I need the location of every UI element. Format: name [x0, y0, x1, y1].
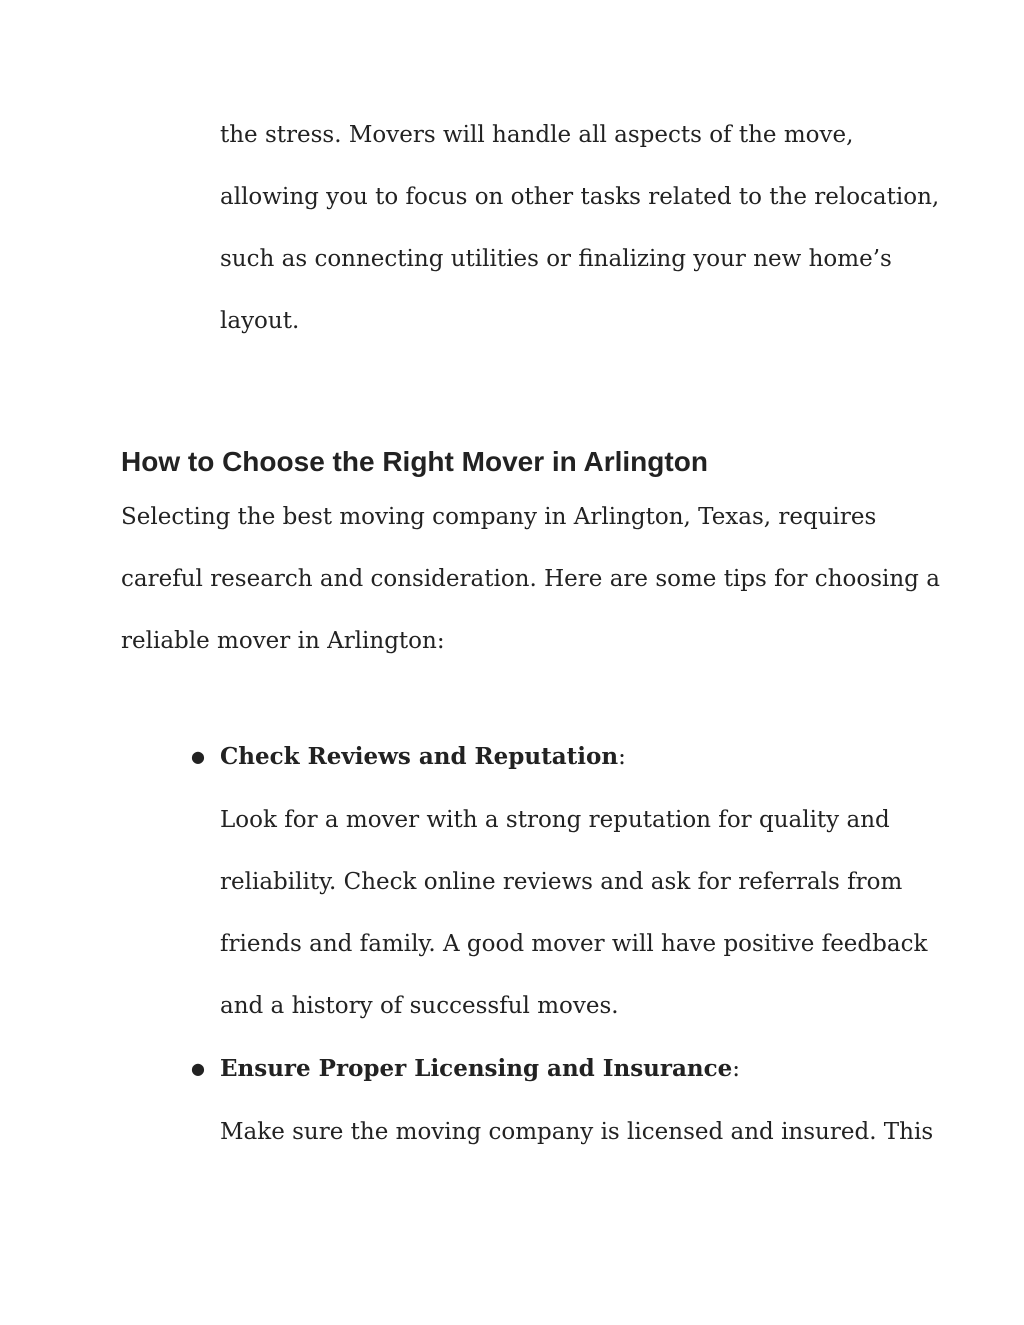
list-item-body-line: reliability. Check online reviews and ask for referrals from	[220, 869, 903, 895]
list-item-title-suffix: :	[732, 1056, 741, 1082]
list-item-body-line: Look for a mover with a strong reputation for quality and	[220, 807, 890, 833]
list-item-title-text: Check Reviews and Reputation	[220, 743, 619, 770]
list-item-title-suffix: :	[618, 744, 626, 770]
list-item-body-line: Make sure the moving company is licensed and insured. This	[220, 1119, 934, 1145]
bullet-icon: ●	[191, 747, 205, 766]
section-paragraph-line-3: reliable mover in Arlington:	[121, 628, 445, 654]
section-paragraph-line-1: Selecting the best moving company in Arlington, Texas, requires	[121, 504, 877, 530]
intro-line-1: the stress. Movers will handle all aspects of the move,	[220, 122, 854, 148]
list-item-body-line: and a history of successful moves.	[220, 993, 619, 1019]
section-heading: How to Choose the Right Mover in Arlington	[121, 446, 708, 477]
list-item-title	[220, 1054, 740, 1084]
list-item-title	[220, 742, 626, 772]
intro-line-3: such as connecting utilities or finalizing your new home’s	[220, 246, 892, 272]
section-paragraph-line-2: careful research and consideration. Here are some tips for choosing a	[121, 566, 940, 592]
intro-line-2: allowing you to focus on other tasks related to the relocation,	[220, 184, 940, 210]
list-item-title-text: Ensure Proper Licensing and Insurance	[220, 1055, 733, 1082]
list-item-body-line: friends and family. A good mover will have positive feedback	[220, 931, 928, 957]
bullet-icon: ●	[191, 1059, 205, 1078]
intro-line-4: layout.	[220, 308, 300, 334]
